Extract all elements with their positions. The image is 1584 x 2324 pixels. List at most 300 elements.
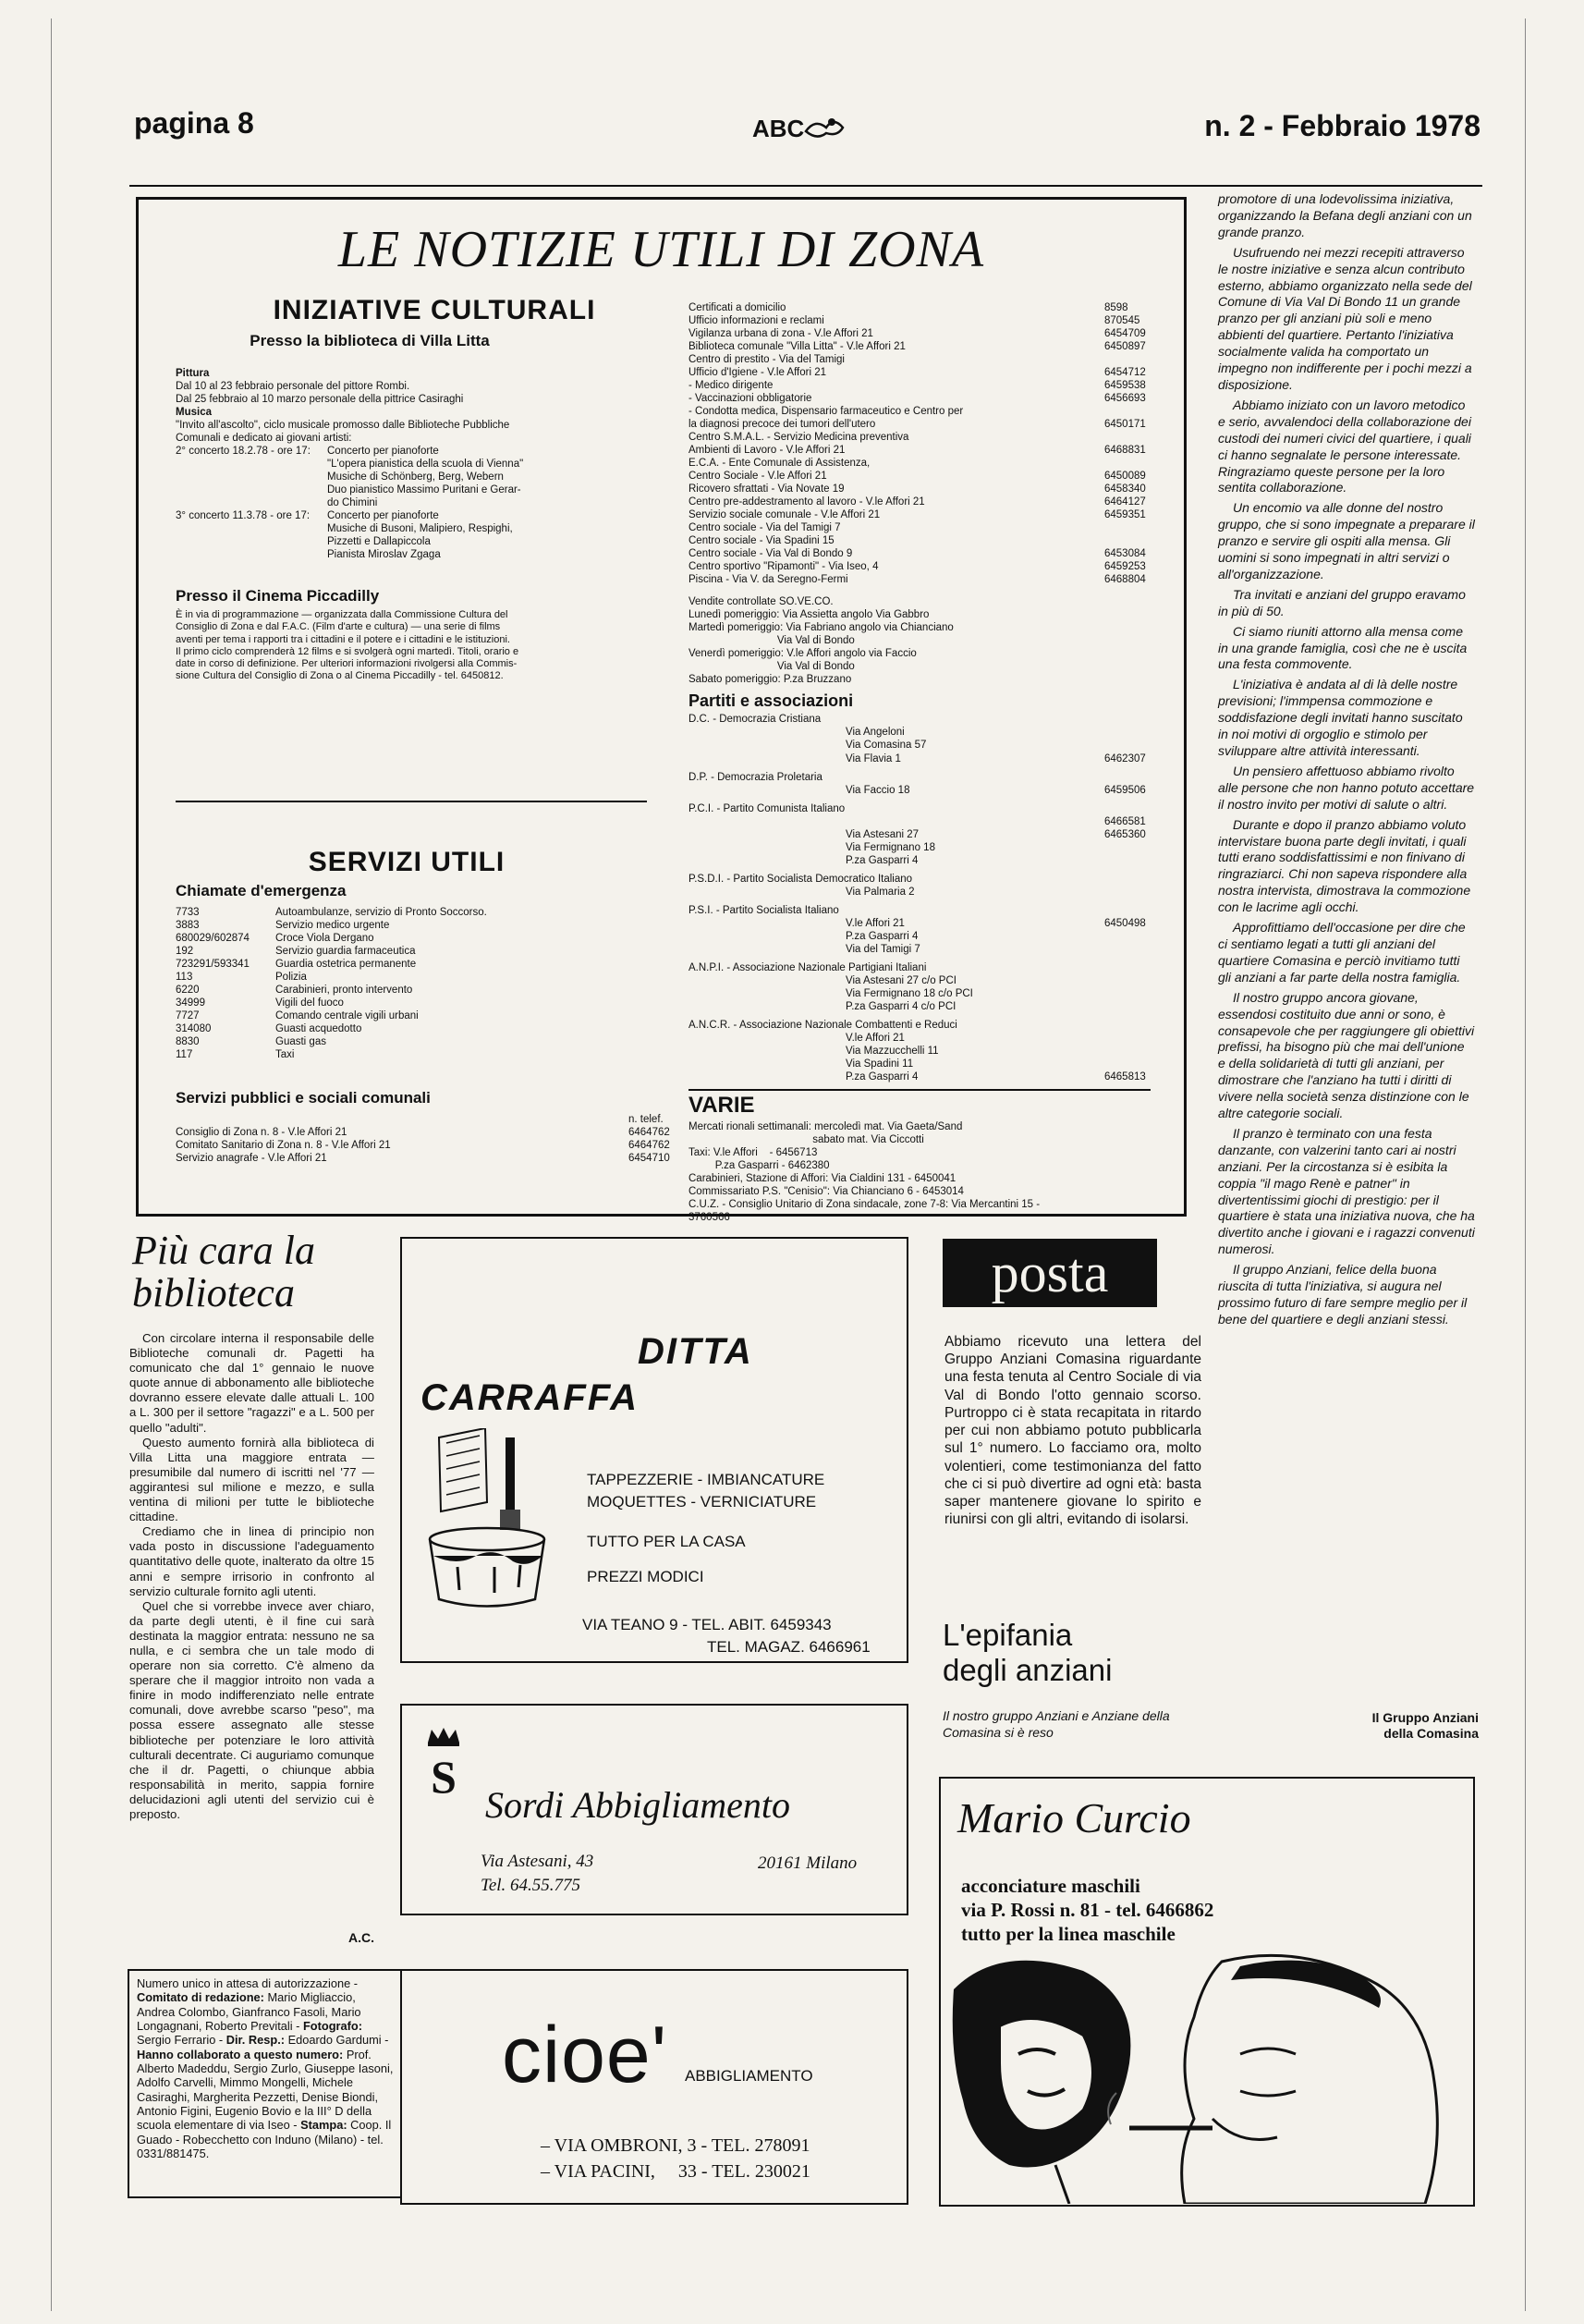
servizio-nome: Ambienti di Lavoro - V.le Affori 21 xyxy=(688,445,846,457)
emergenza-row xyxy=(176,932,693,945)
pubblico-nome: Comitato Sanitario di Zona n. 8 - V.le Affori 21 xyxy=(176,1140,391,1152)
partito-indirizzo: Via Flavia 1 xyxy=(846,752,901,764)
partito-sede xyxy=(688,841,1169,854)
servizio-row xyxy=(688,560,1169,573)
servizio-nome: E.C.A. - Ente Comunale di Assistenza, xyxy=(688,458,871,470)
carraffa-item: TUTTO PER LA CASA xyxy=(587,1533,746,1550)
partito-indirizzo: Via Palmaria 2 xyxy=(846,886,915,898)
partito-sede xyxy=(688,1000,1169,1013)
servizio-row xyxy=(688,392,1169,405)
partito-indirizzo: Via Faccio 18 xyxy=(846,784,910,796)
partito-indirizzo: Via Comasina 57 xyxy=(846,740,927,752)
emergenza-servizio: Vigili del fuoco xyxy=(275,997,344,1009)
partito-tel xyxy=(1104,886,1169,899)
concerto-item: 3° concerto 11.3.78 - ore 17: Concerto per pianoforte Musiche di Busoni, Malipiero, Respighi, Pizzetti e Dallapiccola Pianista Miroslav Zgaga xyxy=(176,510,513,561)
partito-nome: D.P. - Democrazia Proletaria xyxy=(688,771,822,783)
partito-item xyxy=(688,802,1169,867)
anziani-paragraph: Approfittiamo dell'occasione per dire che ci sentiamo legati a tutti gli anziani del quartiere Comasina e perciò invitiamo tutti gli anziani a far parte della nostra famiglia. xyxy=(1218,920,1466,985)
carraffa-item: MOQUETTES - VERNICIATURE xyxy=(587,1493,817,1511)
servizio-tel: 6454712 xyxy=(1104,367,1146,379)
servizio-tel xyxy=(1104,534,1169,547)
cioe-addr: – VIA PACINI, 33 - TEL. 230021 xyxy=(541,2161,810,2182)
carraffa-addr: VIA TEANO 9 - TEL. ABIT. 6459343 xyxy=(582,1616,832,1633)
credits-part: Sergio Ferrario - xyxy=(137,2033,226,2048)
servizio-tel: 6454709 xyxy=(1104,328,1146,340)
carraffa-item: PREZZI MODICI xyxy=(587,1568,704,1585)
emergenza-servizio: Comando centrale vigili urbani xyxy=(275,1010,419,1022)
partito-item xyxy=(688,713,1169,764)
partito-item xyxy=(688,961,1169,1013)
partito-tel xyxy=(1104,739,1169,752)
partito-sede xyxy=(688,1045,1169,1058)
pubblico-row xyxy=(176,1152,693,1165)
servizio-row xyxy=(688,483,1169,495)
partito-tel xyxy=(1104,1058,1169,1070)
cioe-addr: – VIA OMBRONI, 3 - TEL. 278091 xyxy=(541,2135,810,2156)
partito-sede xyxy=(688,974,1169,987)
main-title: LE NOTIZIE UTILI DI ZONA xyxy=(337,221,985,278)
servizio-tel: 6468804 xyxy=(1104,574,1146,586)
emergenza-row xyxy=(176,1035,693,1048)
servizio-row xyxy=(688,340,1169,353)
cinema-text: È in via di programmazione — organizzata dalla Commissione Cultura del Consiglio di Zona e dal F.A.C. (Film d'arte e cultura) — una serie di films aventi per tema i rapporti tra i cittadini e il potere e i cittadini e le istituzioni. Il primo ciclo comprenderà 12 films e si svolgerà ogni martedì. Titoli, orario e date in corso di definizione. Per ulteriori informazioni rivolgersi alla Commis- sione Cultura del Consiglio di Zona o al Cinema Piccadilly - tel. 6450812. xyxy=(176,609,519,682)
partito-tel xyxy=(1104,841,1169,854)
emergenza-numero: 6220 xyxy=(176,985,200,997)
vendita-line: Martedì pomeriggio: Via Fabriano angolo via Chianciano xyxy=(688,622,954,634)
header-rule xyxy=(129,185,1482,187)
partito-tel: 6466581 xyxy=(1104,815,1146,827)
sordi-addr: Via Astesani, 43 xyxy=(481,1852,594,1871)
emergenza-servizio: Servizio medico urgente xyxy=(275,920,390,932)
servizio-nome: Centro di prestito - Via del Tamigi xyxy=(688,354,845,366)
partito-indirizzo: Via Fermignano 18 c/o PCI xyxy=(846,987,973,999)
epifania-lead: Il nostro gruppo Anziani e Anziane della Comasina si è reso xyxy=(943,1708,1170,1740)
iniziative-sub: Presso la biblioteca di Villa Litta xyxy=(250,332,490,349)
servizio-tel: 6456693 xyxy=(1104,393,1146,405)
emergenza-servizio: Guardia ostetrica permanente xyxy=(275,959,417,971)
musica-line: Comunali e dedicato ai giovani artisti: xyxy=(176,433,352,445)
emergenza-numero: 7727 xyxy=(176,1010,200,1022)
anziani-paragraph: Abbiamo iniziato con un lavoro metodico e serio, avvalendoci della collaborazione dei custodi dei numeri civici del quartiere, i quali ci hanno segnalate le persone interessate. Ringraziamo queste persone per la loro sentita collaborazione. xyxy=(1218,397,1471,495)
cinema-heading: Presso il Cinema Piccadilly xyxy=(176,587,380,605)
partito-tel xyxy=(1104,1045,1169,1058)
anziani-paragraph: Il nostro gruppo ancora giovane, essendosi costituito due anni or sono, è consapevole che per raggiungere gli obiettivi prefissi, ha bisogno più che mai dell'unione e della solidarietà di tutti gli anziani, per dimostrare che l'anziano ha tutti i diritti di vivere nella società senza distinzione con le altre categorie sociali. xyxy=(1218,989,1475,1121)
servizio-row xyxy=(688,301,1169,314)
servizio-nome: Centro S.M.A.L. - Servizio Medicina preventiva xyxy=(688,432,909,444)
servizio-tel: 6459351 xyxy=(1104,509,1146,521)
servizio-tel: 870545 xyxy=(1104,315,1140,327)
pubblico-nome: Consiglio di Zona n. 8 - V.le Affori 21 xyxy=(176,1127,347,1139)
credits-box xyxy=(128,1969,403,2198)
musica-heading: Musica xyxy=(176,407,212,419)
partito-indirizzo: P.za Gasparri 4 c/o PCI xyxy=(846,1000,956,1012)
partito-item xyxy=(688,771,1169,797)
partito-nome: P.C.I. - Partito Comunista Italiano xyxy=(688,802,846,814)
partito-indirizzo: V.le Affori 21 xyxy=(846,917,905,929)
servizio-nome: Centro Sociale - V.le Affori 21 xyxy=(688,471,827,483)
pubblico-row xyxy=(176,1126,693,1139)
partito-tel xyxy=(1104,726,1169,739)
varie-line: sabato mat. Via Ciccotti xyxy=(688,1133,924,1145)
servizio-nome: Vigilanza urbana di zona - V.le Affori 21 xyxy=(688,328,873,340)
partito-tel xyxy=(1104,987,1169,1000)
servizio-row xyxy=(688,314,1169,327)
vendita-line: Venerdì pomeriggio: V.le Affori angolo via Faccio xyxy=(688,648,917,660)
servizio-tel xyxy=(1104,405,1169,418)
biblioteca-paragraph: Crediamo che in linea di principio non vada posto in discussione l'adeguamento quantitativo delle quote, inalterato da oltre 15 anni e sempre irrisorio in confronto al servizio culturale fornito agli utenti. xyxy=(129,1524,374,1598)
partito-tel xyxy=(1104,930,1169,943)
emergenza-numero: 34999 xyxy=(176,997,205,1009)
credits-part: Edoardo Gardumi - xyxy=(287,2033,389,2048)
servizio-row xyxy=(688,495,1169,508)
servizio-tel: 6450897 xyxy=(1104,341,1146,353)
svg-text:ABC: ABC xyxy=(752,115,805,142)
servizio-tel: 6468831 xyxy=(1104,445,1146,457)
page-edge-left xyxy=(51,18,52,2311)
credits-part: Stampa: xyxy=(300,2118,351,2133)
anziani-paragraph: Un encomio va alle donne del nostro gruppo, che si sono impegnate a preparare il pranzo e servire gli ospiti alla mensa. Gli uomini si sono impegnati in altri servizi o all'organizzazione. xyxy=(1218,500,1475,581)
partito-indirizzo: P.za Gasparri 4 xyxy=(846,1070,919,1082)
credits-part: Mario Migliaccio, Andrea Colombo, Gianfranco Fasoli, Mario Longagnani, Roberto Previtali - xyxy=(137,1990,361,2034)
servizio-nome: la diagnosi precoce dei tumori dell'utero xyxy=(688,419,876,431)
emergenza-numero: 192 xyxy=(176,946,194,958)
servizio-row xyxy=(688,470,1169,483)
credits-part: Hanno collaborato a questo numero: xyxy=(137,2047,347,2061)
varie-line: 3760566 xyxy=(688,1211,730,1223)
partito-indirizzo: Via Astesani 27 xyxy=(846,828,920,840)
emergenza-row xyxy=(176,1048,693,1061)
emergenze-heading: Chiamate d'emergenza xyxy=(176,882,347,899)
credits-part: Prof. Alberto Madeddu, Sergio Zurlo, Giuseppe Iasoni, Adolfo Carvelli, Mimmo Mongelli, Michele Casiraghi, Margherita Pezzetti, Denise Biondi, Antonio Figini, Eugenio Bovio e la III° D della scuola elementare di via Iseo - xyxy=(137,2047,394,2133)
partito-indirizzo: Via Spadini 11 xyxy=(846,1058,914,1070)
pubblici-header: n. telef. xyxy=(628,1114,664,1126)
paint-bucket-icon xyxy=(420,1428,559,1613)
partito-tel: 6459506 xyxy=(1104,784,1146,796)
varie-line: Carabinieri, Stazione di Affori: Via Cialdini 131 - 6450041 xyxy=(688,1172,956,1184)
anziani-paragraph: Il pranzo è terminato con una festa danzante, con valzerini tanto cari ai nostri anziani. Per la circostanza si è esibita la coppia "il mago Renè e patner" in divertentissimi giochi di prestigio: per il quartiere è stata una iniziativa nuova, che ha divertito anche i giovani e i ragazzi convenuti numerosi. xyxy=(1218,1125,1475,1257)
partito-tel: 6465813 xyxy=(1104,1070,1146,1082)
credits-part: Fotografo: xyxy=(302,2019,362,2034)
anziani-paragraph: Tra invitati e anziani del gruppo eravamo in più di 50. xyxy=(1218,586,1466,618)
partito-sede xyxy=(688,1032,1169,1045)
servizio-nome: Piscina - Via V. da Seregno-Fermi xyxy=(688,574,848,586)
carraffa-line2: CARRAFFA xyxy=(420,1377,639,1418)
vendita-line: Lunedì pomeriggio: Via Assietta angolo Via Gabbro xyxy=(688,609,930,621)
emergenza-servizio: Polizia xyxy=(275,972,307,984)
servizio-row xyxy=(688,353,1169,366)
partito-indirizzo: V.le Affori 21 xyxy=(846,1032,905,1044)
anziani-article xyxy=(1218,191,1475,1332)
partito-sede xyxy=(688,739,1169,752)
partito-item xyxy=(688,904,1169,956)
carraffa-addr: TEL. MAGAZ. 6466961 xyxy=(707,1638,871,1656)
ad-curcio xyxy=(939,1777,1475,2207)
emergenza-servizio: Autoambulanze, servizio di Pronto Soccorso. xyxy=(275,907,487,918)
servizi-elenco xyxy=(688,301,1169,1224)
partito-tel xyxy=(1104,974,1169,987)
emergenza-numero: 314080 xyxy=(176,1023,212,1035)
emergenza-servizio: Taxi xyxy=(275,1049,295,1061)
servizio-row xyxy=(688,431,1169,444)
servizio-row xyxy=(688,534,1169,547)
credits-part: Coop. Il Guado - Robecchetto con Induno (Milano) - tel. 0331/881475. xyxy=(137,2118,392,2161)
partito-indirizzo xyxy=(688,815,1104,828)
servizio-tel: 6459253 xyxy=(1104,561,1146,573)
servizio-nome: Ufficio informazioni e reclami xyxy=(688,315,824,327)
varie-list xyxy=(688,1120,1169,1224)
anziani-paragraph: Un pensiero affettuoso abbiamo rivolto alle persone che non hanno potuto accettare il nostro invito per motivi di salute o altri. xyxy=(1218,763,1475,812)
emergenza-servizio: Guasti gas xyxy=(275,1036,326,1048)
partito-tel xyxy=(1104,1032,1169,1045)
servizio-tel xyxy=(1104,431,1169,444)
anziani-paragraph: promotore di una lodevolissima iniziativa, organizzando la Befana degli anziani con un grande pranzo. xyxy=(1218,191,1472,239)
curcio-name: Mario Curcio xyxy=(957,1794,1191,1841)
partito-sede xyxy=(688,930,1169,943)
emergenza-row xyxy=(176,958,693,971)
partito-tel: 6450498 xyxy=(1104,917,1146,929)
musica-line: "Invito all'ascolto", ciclo musicale promosso dalle Biblioteche Pubbliche xyxy=(176,420,510,432)
emergenza-numero: 3883 xyxy=(176,920,200,932)
varie-rule xyxy=(688,1089,1151,1091)
couple-illustration-icon xyxy=(944,1952,1471,2204)
servizio-tel: 6458340 xyxy=(1104,483,1146,495)
servizio-nome: Centro sociale - Via Val di Bondo 9 xyxy=(688,548,853,560)
servizio-row xyxy=(688,547,1169,560)
ad-sordi xyxy=(400,1704,908,1915)
emergenze-list xyxy=(176,906,693,1061)
servizi-utili xyxy=(176,847,693,1165)
partito-indirizzo: Via Fermignano 18 xyxy=(846,841,935,853)
servizio-row xyxy=(688,405,1169,418)
servizio-nome: Certificati a domicilio xyxy=(688,302,786,313)
emergenza-row xyxy=(176,945,693,958)
page-number: pagina 8 xyxy=(134,106,254,140)
page-edge-right xyxy=(1525,18,1526,2311)
servizi-pubblici-heading: Servizi pubblici e sociali comunali xyxy=(176,1089,431,1107)
vendita-line: Via Val di Bondo xyxy=(688,635,855,647)
varie-line: Commissariato P.S. "Cenisio": Via Chianciano 6 - 6453014 xyxy=(688,1185,964,1197)
vendita-line: Sabato pomeriggio: P.za Bruzzano xyxy=(688,674,852,686)
emergenza-numero: 8830 xyxy=(176,1036,200,1048)
pubblico-nome: Servizio anagrafe - V.le Affori 21 xyxy=(176,1153,327,1165)
cioe-name: cioe' xyxy=(502,2011,668,2099)
servizio-tel xyxy=(1104,457,1169,470)
partito-item xyxy=(688,1019,1169,1083)
partito-nome: A.N.C.R. - Associazione Nazionale Combattenti e Reduci xyxy=(688,1019,957,1031)
partito-indirizzo: P.za Gasparri 4 xyxy=(846,930,919,942)
partito-indirizzo: Via Angeloni xyxy=(846,727,905,739)
svg-text:S: S xyxy=(431,1751,457,1800)
servizio-tel: 6459538 xyxy=(1104,380,1146,392)
sordi-name: Sordi Abbigliamento xyxy=(485,1784,790,1826)
servizio-tel: 6450171 xyxy=(1104,419,1146,431)
issue-date: n. 2 - Febbraio 1978 xyxy=(1204,109,1480,142)
emergenza-numero: 113 xyxy=(176,972,193,984)
emergenza-row xyxy=(176,971,693,984)
partiti-heading: Partiti e associazioni xyxy=(688,691,854,711)
servizio-nome: Ricovero sfrattati - Via Novate 19 xyxy=(688,483,845,495)
partito-sede xyxy=(688,828,1169,841)
emergenza-row xyxy=(176,1009,693,1022)
ad-carraffa xyxy=(400,1237,908,1663)
partito-nome: P.S.D.I. - Partito Socialista Democratico Italiano xyxy=(688,873,913,885)
varie-line: Mercati rionali settimanali: mercoledì mat. Via Gaeta/Sand xyxy=(688,1120,963,1132)
anziani-sign: Il Gruppo Anziani della Comasina xyxy=(1371,1710,1479,1741)
carraffa-line1: DITTA xyxy=(638,1331,753,1372)
notizie-utili-box xyxy=(136,197,1187,1223)
servizio-row xyxy=(688,379,1169,392)
emergenza-numero: 723291/593341 xyxy=(176,959,250,971)
anziani-paragraph: L'iniziativa è andata al di là delle nostre previsioni; l'immpensa commozione e soddisfazione degli invitati hanno suscitato in noi motivi di orgoglio e stimolo per sviluppare altre attività interessanti. xyxy=(1218,677,1463,758)
partito-tel xyxy=(1104,854,1169,867)
vendita-line: Via Val di Bondo xyxy=(688,661,855,673)
servizio-nome: Biblioteca comunale "Villa Litta" - V.le Affori 21 xyxy=(688,341,906,353)
biblioteca-paragraph: Con circolare interna il responsabile delle Biblioteche comunali dr. Pagetti ha comunicato che dal 1° gennaio le nuove quote annue di abbonamento alle biblioteche dovranno essere elevate dalle attuali L. 100 a L. 300 per il settore "ragazzi" e a L. 500 per quello "adulti". xyxy=(129,1331,374,1435)
servizio-row xyxy=(688,366,1169,379)
emergenza-numero: 117 xyxy=(176,1049,193,1061)
pittura-heading: Pittura xyxy=(176,368,210,379)
biblioteca-paragraph: Quel che si vorrebbe invece aver chiaro, da parte degli utenti, è il fine cui sarà destinata la maggior entrata: nessuno ne sa nulla, e ci sembra che un tale modo di operare non sia corretto. C'è almeno da sperare che il maggior introito non vada a finire in modo indifferenziato nelle entrate comunali, dove avrebbe scarso "peso", ma possa essere assegnato alle stesse biblioteche per potenziare le loro attività culturali decentrate. Ci auguriamo comunque che il dr. Pagetti, o chiunque abbia responsabilità in merito, sappia fornire delucidazioni agli utenti del servizio cui è preposto. xyxy=(129,1598,374,1821)
servizio-nome: Ufficio d'Igiene - V.le Affori 21 xyxy=(688,367,827,379)
servizio-nome: - Medico dirigente xyxy=(688,380,774,392)
anziani-paragraph: Usufruendo nei mezzi recepiti attraverso le nostre iniziative e senza alcun contributo esterno, abbiamo organizzato nella sede del Comune di Via Val Di Bondo 11 un grande pranzo per gli anziani più soli e meno abbienti del quartiere. Pertanto l'iniziativa socialmente valida ha comportato un impegno non indifferente per i pochi mezzi a disposizione. xyxy=(1218,244,1472,392)
vendite-list xyxy=(688,608,1169,686)
cioe-sub: ABBIGLIAMENTO xyxy=(685,2067,813,2085)
partito-tel xyxy=(1104,1000,1169,1013)
curcio-line: tutto per la linea maschile xyxy=(961,1923,1176,1945)
pubblico-tel: 6464762 xyxy=(628,1140,670,1152)
partito-sede xyxy=(688,815,1169,828)
emergenza-row xyxy=(176,1022,693,1035)
partito-item xyxy=(688,873,1169,899)
curcio-line: via P. Rossi n. 81 - tel. 6466862 xyxy=(961,1899,1214,1921)
partito-tel: 6462307 xyxy=(1104,752,1146,764)
carraffa-item: TAPPEZZERIE - IMBIANCATURE xyxy=(587,1471,825,1488)
servizio-row xyxy=(688,457,1169,470)
servizio-nome: Centro pre-addestramento al lavoro - V.le Affori 21 xyxy=(688,496,925,508)
partito-sede xyxy=(688,917,1169,930)
servizio-nome: Servizio sociale comunale - V.le Affori 21 xyxy=(688,509,881,521)
anziani-paragraph: Il gruppo Anziani, felice della buona riuscita di tutta l'iniziativa, si augura nel prossimo futuro di fare sempre meglio per il bene del quartiere e degli anziani stessi. xyxy=(1218,1262,1468,1327)
partito-nome: D.C. - Democrazia Cristiana xyxy=(688,714,822,726)
partito-nome: P.S.I. - Partito Socialista Italiano xyxy=(688,904,839,916)
credits-part: Dir. Resp.: xyxy=(225,2033,288,2048)
emergenza-row xyxy=(176,906,693,919)
emergenza-servizio: Guasti acquedotto xyxy=(275,1023,362,1035)
servizi-dx-list xyxy=(688,301,1169,586)
partito-indirizzo: Via Astesani 27 c/o PCI xyxy=(846,974,956,986)
section-divider xyxy=(176,801,647,802)
servizio-nome: Centro sociale - Via del Tamigi 7 xyxy=(688,522,841,534)
iniziative-culturali xyxy=(176,295,693,682)
servizio-nome: Centro sportivo "Ripamonti" - Via Iseo, 4 xyxy=(688,561,879,573)
servizio-tel: 6453084 xyxy=(1104,548,1146,560)
biblioteca-sign: A.C. xyxy=(348,1930,374,1945)
partito-sede xyxy=(688,1070,1169,1083)
pubblici-list xyxy=(176,1126,693,1165)
servizio-row xyxy=(688,508,1169,521)
emergenza-numero: 7733 xyxy=(176,907,200,918)
varie-line: C.U.Z. - Consiglio Unitario di Zona sindacale, zone 7-8: Via Mercantini 15 - xyxy=(688,1198,1041,1210)
varie-line: Taxi: V.le Affori - 6456713 xyxy=(688,1146,818,1158)
partito-sede xyxy=(688,726,1169,739)
partito-sede xyxy=(688,1058,1169,1070)
partito-indirizzo: Via Mazzucchelli 11 xyxy=(846,1045,939,1057)
credits-part: Comitato di redazione: xyxy=(137,1990,268,2005)
partito-tel xyxy=(1104,943,1169,956)
biblioteca-paragraph: Questo aumento fornirà alla biblioteca di Villa Litta una maggiore entrata — presumibile dal numero di iscritti nel '77 — aggirantesi sul milione e mezzo, e sulla ventina di milioni per tutte le biblioteche cittadine. xyxy=(129,1435,374,1524)
concerto-item: 2° concerto 18.2.78 - ore 17: Concerto per pianoforte "L'opera pianistica della scuola di Vienna" Musiche di Schönberg, Berg, Webern Duo pianistico Massimo Puritani e Gerar- do Chimini xyxy=(176,446,524,509)
posta-body: Abbiamo ricevuto una lettera del Gruppo Anziani Comasina riguardante una festa tenuta al Centro Sociale di via Val di Bondo l'otto gennaio scorso. Purtroppo ci è stata recapitata in ritardo per cui non abbiamo potuto pubblicarla sul 1° numero. Lo facciamo ora, molto volentieri, come testimonianza del fatto che ci si può divertire ad ogni età: basta saper mantenere giovane lo spirito e riunirsi con gli altri, evitando di isolarsi. xyxy=(944,1334,1201,1528)
partito-sede xyxy=(688,784,1169,797)
pittura-line: Dal 10 al 23 febbraio personale del pittore Rombi. xyxy=(176,381,410,393)
servizi-heading: SERVIZI UTILI xyxy=(308,847,506,877)
ad-cioe xyxy=(400,1969,908,2205)
servizio-row xyxy=(688,444,1169,457)
abc-logo-icon xyxy=(749,109,859,146)
partito-tel: 6465360 xyxy=(1104,828,1146,840)
emergenza-row xyxy=(176,997,693,1009)
partito-indirizzo: P.za Gasparri 4 xyxy=(846,854,919,866)
servizio-row xyxy=(688,418,1169,431)
partito-sede xyxy=(688,752,1169,765)
varie-heading: VARIE xyxy=(688,1092,755,1118)
partito-sede xyxy=(688,854,1169,867)
partito-sede xyxy=(688,886,1169,899)
pittura-line: Dal 25 febbraio al 10 marzo personale della pittrice Casiraghi xyxy=(176,394,464,406)
iniziative-heading: INIZIATIVE CULTURALI xyxy=(273,295,596,325)
biblioteca-body xyxy=(129,1331,374,1822)
servizio-row xyxy=(688,521,1169,534)
servizio-tel xyxy=(1104,353,1169,366)
vendite-title: Vendite controllate SO.VE.CO. xyxy=(688,596,834,608)
emergenza-numero: 680029/602874 xyxy=(176,933,250,945)
pubblico-tel: 6454710 xyxy=(628,1153,670,1165)
servizio-nome: - Vaccinazioni obbligatorie xyxy=(688,393,812,405)
biblioteca-title: Più cara la biblioteca xyxy=(132,1228,315,1316)
servizio-tel: 6464127 xyxy=(1104,496,1146,508)
pubblico-row xyxy=(176,1139,693,1152)
epifania-title: L'epifania degli anziani xyxy=(943,1618,1113,1687)
varie-line: P.za Gasparri - 6462380 xyxy=(688,1159,830,1171)
partito-sede xyxy=(688,987,1169,1000)
emergenza-row xyxy=(176,984,693,997)
servizio-nome: Centro sociale - Via Spadini 15 xyxy=(688,535,835,547)
servizio-nome: - Condotta medica, Dispensario farmaceutico e Centro per xyxy=(688,406,964,418)
emergenza-row xyxy=(176,919,693,932)
emergenza-servizio: Croce Viola Dergano xyxy=(275,933,374,945)
credits-part: Numero unico in attesa di autorizzazione - xyxy=(137,1976,358,1990)
crown-s-logo-icon xyxy=(422,1726,465,1800)
servizio-tel: 8598 xyxy=(1104,302,1128,313)
servizio-row xyxy=(688,573,1169,586)
emergenza-servizio: Carabinieri, pronto intervento xyxy=(275,985,413,997)
anziani-paragraph: Durante e dopo il pranzo abbiamo voluto intervistare buona parte degli invitati, i quali tutti erano soddisfattissimi e non finivano di ringraziarci. Chi non sapeva rispondere alla nostra intervista, dimostrava la commozione con le lacrime agli occhi. xyxy=(1218,816,1471,915)
sordi-tel: Tel. 64.55.775 xyxy=(481,1876,581,1895)
servizio-row xyxy=(688,327,1169,340)
anziani-paragraph: Ci siamo riuniti attorno alla mensa come in una grande famiglia, così che ne è uscita una festa commovente. xyxy=(1218,623,1468,672)
partito-sede xyxy=(688,943,1169,956)
pubblico-tel: 6464762 xyxy=(628,1127,670,1139)
posta-heading: posta xyxy=(943,1239,1157,1307)
emergenza-servizio: Servizio guardia farmaceutica xyxy=(275,946,416,958)
partito-nome: A.N.P.I. - Associazione Nazionale Partigiani Italiani xyxy=(688,961,927,973)
sordi-city: 20161 Milano xyxy=(758,1853,858,1873)
curcio-line: acconciature maschili xyxy=(961,1875,1140,1897)
servizio-tel xyxy=(1104,521,1169,534)
servizio-tel: 6450089 xyxy=(1104,471,1146,483)
partito-indirizzo: Via del Tamigi 7 xyxy=(846,943,920,955)
